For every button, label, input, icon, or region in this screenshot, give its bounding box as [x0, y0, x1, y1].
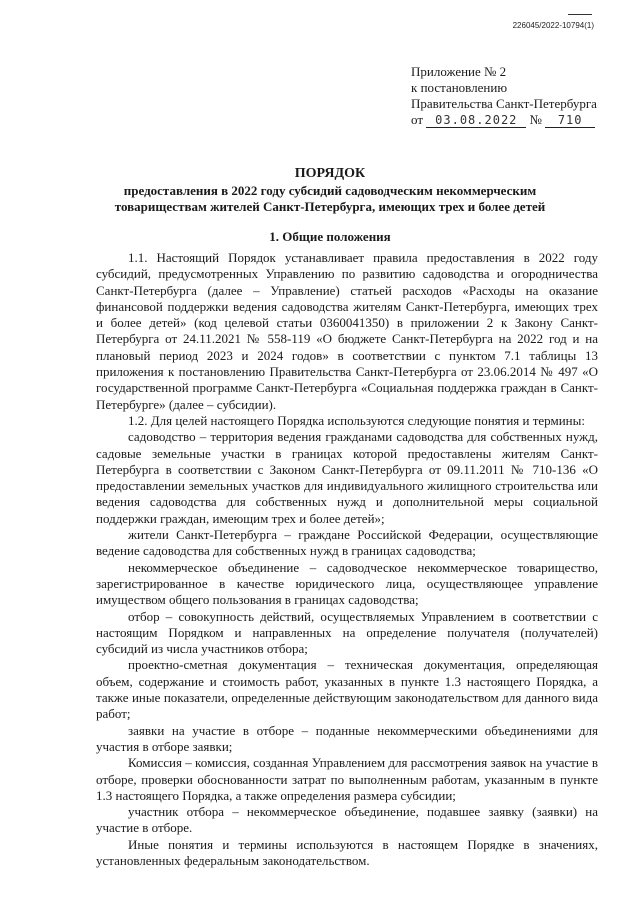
paragraph: 1.1. Настоящий Порядок устанавливает правила предоставления в 2022 году субсидий, предусмотренных Управлению по развитию садоводства и огородничества Санкт-Петербурга (далее – Управление) статьей расходов «Расходы на оказание финансовой поддержки ведения садоводства жителям Санкт-Петербурга, имеющих трех и более детей» (код целевой статьи 0360041350) в приложении 2 к Закону Санкт-Петербурга от 24.11.2021 № 558-119 «О бюджете Санкт-Петербурга на 2022 год и на плановый период 2023 и 2024 годов» в соответствии с пунктом 7.1 таблицы 13 приложения к постановлению Правительства Санкт-Петербурга от 23.06.2014 № 497 «О государственной программе Санкт-Петербурга «Социальная поддержка граждан в Санкт-Петербурге» (далее – субсидии). [96, 250, 598, 412]
annex-from-label: от [411, 112, 424, 127]
paragraph: садоводство – территория ведения гражданами садоводства для собственных нужд, садовые земельные участки в границах которой предоставлены жителям Санкт-Петербурга в соответствии с Законом Санкт-Петербурга от 09.11.2011 № 710-136 «О предоставлении земельных участков для индивидуального жилищного строительства или ведения садоводства для собственных нужд и дополнительной меры социальной поддержки граждан, имеющим трех и более детей»; [96, 429, 598, 526]
paragraph: Иные понятия и термины используются в настоящем Порядке в значениях, установленных федеральным законодательством. [96, 836, 598, 868]
document-subtitle: предоставления в 2022 году субсидий садоводческим некоммерческим товариществам жителей Санкт-Петербурга, имеющих трех и более детей [114, 183, 546, 214]
document-title: ПОРЯДОК [294, 166, 366, 181]
annex-date: 03.08.2022 [426, 114, 526, 128]
paragraph: некоммерческое объединение – садоводческое некоммерческое товарищество, зарегистрированное в качестве юридического лица, осуществляющее управление имуществом общего пользования в границах садоводства; [96, 559, 598, 608]
section-heading: 1. Общие положения [269, 229, 391, 244]
annex-line-1: Приложение № 2 [411, 64, 507, 79]
paragraph: отбор – совокупность действий, осуществляемых Управлением в соответствии с настоящим Порядком и направленных на определение получателя (получателей) субсидий из числа участников отбора; [96, 608, 598, 657]
paragraph: 1.2. Для целей настоящего Порядка используются следующие понятия и термины: [128, 412, 585, 428]
annex-line-3: Правительства Санкт-Петербурга [411, 96, 597, 111]
paragraph: заявки на участие в отборе – поданные некоммерческими объединениями для участия в отборе заявки; [96, 722, 598, 754]
registration-number: 226045/2022-10794(1) [512, 21, 594, 30]
paragraph: участник отбора – некоммерческое объединение, подавшее заявку (заявки) на участие в отборе. [96, 804, 598, 836]
annex-date-row [411, 112, 611, 128]
document-body [96, 250, 598, 869]
annex-line-2: к постановлению [411, 80, 508, 95]
paragraph: проектно-сметная документация – техническая документация, определяющая объем, содержание и стоимость работ, указанных в пункте 1.3 настоящего Порядка, а также иные показатели, определенные действующим законодательством для данного вида работ; [96, 657, 598, 722]
paragraph: жители Санкт-Петербурга – граждане Российской Федерации, осуществляющие ведение садоводства для собственных нужд в границах садоводства; [96, 527, 598, 559]
registration-line [568, 14, 592, 15]
paragraph: Комиссия – комиссия, созданная Управлением для рассмотрения заявок на участие в отборе, проверки обоснованности затрат по выполненным работам, указанным в пункте 1.3 настоящего Порядка, а также определения размера субсидии; [96, 755, 598, 803]
annex-number-label: № [529, 112, 542, 127]
annex-block [411, 64, 611, 128]
annex-number: 710 [545, 114, 595, 128]
